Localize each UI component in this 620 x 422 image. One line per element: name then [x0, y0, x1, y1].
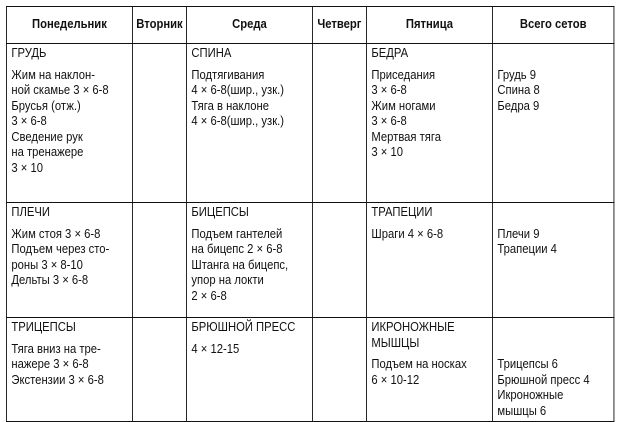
table-row	[6, 318, 614, 422]
exercise-line: Экстензии 3 × 6-8	[11, 372, 104, 387]
exercise-line: 4 × 6-8(шир., узк.)	[191, 114, 285, 128]
header-wednesday: Среда	[186, 7, 312, 44]
exercise-line: 3 × 10	[11, 160, 43, 175]
section-title: БРЮШНОЙ ПРЕСС	[191, 320, 296, 334]
header-monday: Понедельник	[6, 7, 132, 44]
exercise-line: на тренажере	[11, 145, 84, 159]
exercise-line: Сведение рук	[11, 129, 83, 144]
exercise-line: Тяга вниз на тре-	[11, 341, 101, 356]
cell-thursday-empty	[312, 318, 366, 422]
exercise-line: Брусья (отж.)	[11, 98, 81, 113]
total-line: Грудь 9	[497, 67, 537, 82]
exercise-line: упор на локти	[191, 273, 264, 287]
exercise-line: Подъем на носках	[371, 357, 467, 371]
cell-total-sets	[492, 318, 614, 422]
exercise-line: Приседания	[371, 67, 436, 82]
section-title: БИЦЕПСЫ	[191, 205, 249, 219]
cell-friday-calves	[366, 318, 492, 422]
total-line: Икроножные	[497, 388, 564, 402]
cell-total-sets	[492, 44, 614, 203]
total-line: Брюшной пресс 4	[497, 372, 590, 387]
total-line: Трапеции 4	[497, 242, 557, 256]
cell-thursday-empty	[312, 44, 366, 203]
exercise-line: 3 × 6-8	[11, 114, 47, 128]
exercise-line: на бицепс 2 × 6-8	[191, 242, 283, 256]
cell-wednesday-abs	[186, 318, 312, 422]
section-title: ТРАПЕЦИИ	[371, 205, 433, 219]
exercise-line: 4 × 6-8(шир., узк.)	[191, 83, 285, 97]
total-line: Бедра 9	[497, 98, 540, 113]
exercise-line: Тяга в наклоне	[191, 98, 270, 113]
exercise-line: 3 × 6-8	[371, 114, 407, 128]
total-line: Трицепсы 6	[497, 357, 558, 371]
exercise-line: Штанга на бицепс,	[191, 257, 289, 272]
section-title: СПИНА	[191, 46, 232, 60]
section-title: ИКРОНОЖНЫЕ	[371, 320, 455, 334]
exercise-line: Подъем через сто-	[11, 242, 110, 256]
cell-monday-shoulders	[6, 203, 132, 318]
total-line: мышцы 6	[497, 403, 547, 418]
exercise-line: 3 × 6-8	[371, 83, 407, 97]
exercise-line: нажере 3 × 6-8	[11, 357, 89, 371]
header-total-sets: Всего сетов	[492, 7, 614, 44]
header-tuesday: Вторник	[132, 7, 186, 44]
cell-total-sets	[492, 203, 614, 318]
exercise-line: 2 × 6-8	[191, 288, 227, 303]
exercise-line: Дельты 3 × 6-8	[11, 273, 89, 287]
table-row	[6, 44, 614, 203]
cell-friday-trapezius	[366, 203, 492, 318]
training-plan-table	[6, 6, 614, 422]
section-title: ПЛЕЧИ	[11, 205, 50, 219]
header-row	[6, 7, 614, 44]
header-friday: Пятница	[366, 7, 492, 44]
total-line: Плечи 9	[497, 226, 540, 241]
cell-monday-triceps	[6, 318, 132, 422]
cell-wednesday-biceps	[186, 203, 312, 318]
section-title: ТРИЦЕПСЫ	[11, 320, 76, 334]
exercise-line: Жим на наклон-	[11, 67, 95, 82]
section-title: БЕДРА	[371, 46, 409, 60]
cell-wednesday-back	[186, 44, 312, 203]
cell-tuesday-empty	[132, 203, 186, 318]
section-title: МЫШЦЫ	[371, 335, 420, 350]
cell-thursday-empty	[312, 203, 366, 318]
table-row	[6, 203, 614, 318]
cell-friday-thighs	[366, 44, 492, 203]
exercise-line: 3 × 10	[371, 145, 403, 159]
exercise-line: Жим стоя 3 × 6-8	[11, 226, 101, 241]
cell-monday-chest	[6, 44, 132, 203]
header-thursday: Четверг	[312, 7, 366, 44]
exercise-line: Подтягивания	[191, 67, 265, 82]
exercise-line: Шраги 4 × 6-8	[371, 226, 444, 241]
exercise-line: Подъем гантелей	[191, 226, 283, 241]
exercise-line: роны 3 × 8-10	[11, 257, 83, 272]
exercise-line: Мертвая тяга	[371, 129, 442, 144]
exercise-line: 4 × 12-15	[191, 341, 240, 356]
cell-tuesday-empty	[132, 318, 186, 422]
exercise-line: Жим ногами	[371, 98, 436, 113]
section-title: ГРУДЬ	[11, 46, 47, 60]
total-line: Спина 8	[497, 83, 540, 97]
cell-tuesday-empty	[132, 44, 186, 203]
exercise-line: ной скамье 3 × 6-8	[11, 83, 109, 97]
exercise-line: 6 × 10-12	[371, 372, 420, 387]
